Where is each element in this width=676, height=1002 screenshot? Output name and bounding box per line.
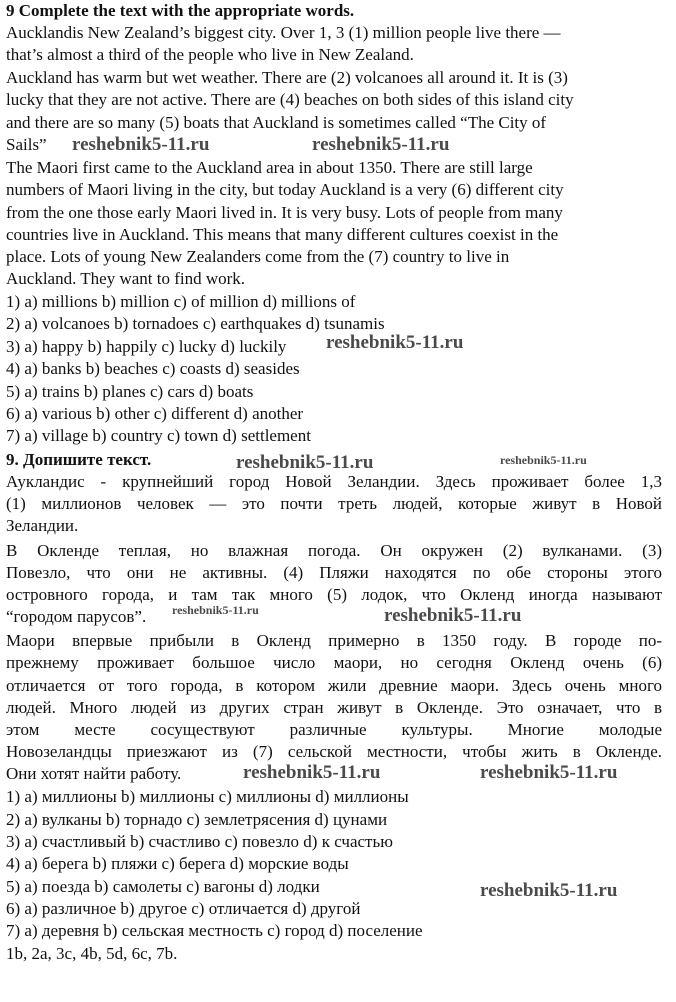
english-text-line: and there are so many (5) boats that Auckland is sometimes called “The City of (6, 113, 547, 132)
english-text-line: The Maori first came to the Auckland area in about 1350. There are still large (6, 158, 533, 177)
english-heading: 9 Complete the text with the appropriate words. (6, 1, 355, 20)
watermark-text: reshebnik5-11.ru (236, 452, 374, 473)
russian-text-line: Зеландии. (6, 516, 79, 535)
russian-text-line: островного города, и там так много (5) лодок, что Окленд иногда называют (6, 585, 662, 604)
english-option: 2) a) volcanoes b) tornadoes c) earthquakes d) tsunamis (6, 314, 385, 333)
watermark-text: reshebnik5-11.ru (172, 603, 259, 617)
russian-option: 7) а) деревня b) сельская местность c) город d) поселение (6, 921, 423, 940)
watermark-text: reshebnik5-11.ru (480, 762, 618, 783)
russian-text-line: “городом парусов”. (6, 607, 147, 626)
russian-text-line: Маори впервые прибыли в Окленд примерно в 1350 году. В городе по- (6, 631, 662, 650)
russian-option: 6) а) различное b) другое c) отличается d) другой (6, 899, 361, 918)
watermark-text: reshebnik5-11.ru (72, 134, 210, 155)
russian-text-line: Повезло, что они не активны. (4) Пляжи находятся по обе стороны этого (6, 563, 662, 582)
english-text-line: Sails” (6, 135, 47, 154)
russian-text-line: (1) миллионов человек — это почти треть людей, которые живут в Новой (6, 494, 662, 513)
english-option: 4) a) banks b) beaches c) coasts d) seasides (6, 359, 300, 378)
english-text-line: lucky that they are not active. There are (4) beaches on both sides of this island city (6, 90, 574, 109)
english-option: 1) a) millions b) million c) of million d) millions of (6, 292, 356, 311)
english-text-line: countries live in Auckland. This means that many different cultures coexist in the (6, 225, 559, 244)
english-option: 3) a) happy b) happily c) lucky d) luckily (6, 337, 287, 356)
russian-option: 1) а) миллионы b) миллионы c) миллионы d) миллионы (6, 787, 409, 806)
russian-text-line: людей. Много людей из других стран живут в Окленде. Это означает, что в (6, 698, 662, 717)
english-text-line: place. Lots of young New Zealanders come from the (7) country to live in (6, 247, 510, 266)
watermark-text: reshebnik5-11.ru (384, 605, 522, 626)
russian-text-line: прежнему проживает большое число маори, но сегодня Окленд очень (6) (6, 653, 662, 672)
russian-text-line: В Окленде теплая, но влажная погода. Он окружен (2) вулканами. (3) (6, 541, 662, 560)
english-option: 7) a) village b) country c) town d) settlement (6, 426, 311, 445)
english-text-line: numbers of Maori living in the city, but today Auckland is a very (6) different city (6, 180, 564, 199)
watermark-text: reshebnik5-11.ru (243, 762, 381, 783)
russian-option: 3) а) счастливый b) счастливо c) повезло d) к счастью (6, 832, 393, 851)
english-text-line: Aucklandis New Zealand’s biggest city. Over 1, 3 (1) million people live there — (6, 23, 561, 42)
watermark-text: reshebnik5-11.ru (312, 134, 450, 155)
english-text-line: from the one those early Maori lived in. It is very busy. Lots of people from many (6, 203, 563, 222)
watermark-text: reshebnik5-11.ru (480, 880, 618, 901)
english-text-line: Auckland has warm but wet weather. There are (2) volcanoes all around it. It is (3) (6, 68, 568, 87)
english-option: 5) a) trains b) planes c) cars d) boats (6, 382, 254, 401)
russian-option: 4) а) берега b) пляжи c) берега d) морские воды (6, 854, 349, 873)
russian-text-line: отличается от того города, в котором жили древние маори. Здесь очень много (6, 676, 662, 695)
english-option: 6) a) various b) other c) different d) another (6, 404, 304, 423)
russian-text-line: Новозеландцы приезжают из (7) сельской местности, чтобы жить в Окленде. (6, 742, 662, 761)
answer-key: 1b, 2a, 3c, 4b, 5d, 6c, 7b. (6, 944, 178, 963)
english-text-line: that’s almost a third of the people who live in New Zealand. (6, 45, 414, 64)
watermark-text: reshebnik5-11.ru (326, 332, 464, 353)
russian-text-line: Они хотят найти работу. (6, 764, 182, 783)
russian-option: 5) а) поезда b) самолеты c) вагоны d) лодки (6, 877, 320, 896)
russian-option: 2) а) вулканы b) торнадо c) землетрясения d) цунами (6, 810, 388, 829)
watermark-text: reshebnik5-11.ru (500, 453, 587, 467)
russian-text-line: этом месте сосуществуют различные культуры. Многие молодые (6, 720, 662, 739)
russian-text-line: Аукландис - крупнейший город Новой Зеландии. Здесь проживает более 1,3 (6, 472, 662, 491)
english-text-line: Auckland. They want to find work. (6, 269, 246, 288)
russian-heading: 9. Допишите текст. (6, 450, 152, 469)
